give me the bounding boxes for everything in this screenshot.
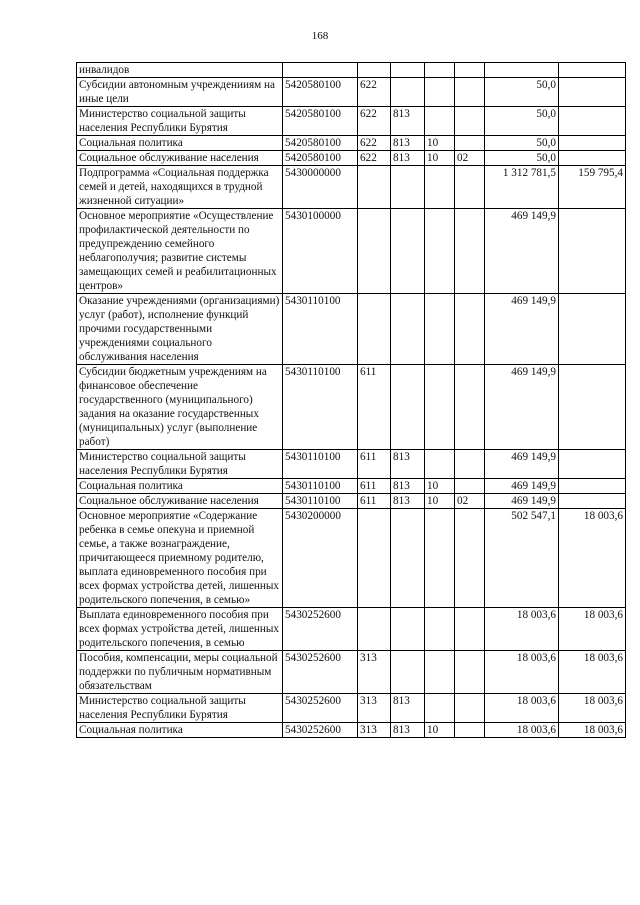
row-name-cell: Основное мероприятие «Содержание ребенка в семье опекуна и приемной семье, а также вознаграждение, причитающееся приемному родителю, выплата единовременного пособия при всех формах устройства детей, лишенных родительского попечения, в семью» (77, 509, 283, 608)
target-code-cell: 5430110100 (283, 365, 358, 450)
ministry-code-cell (391, 166, 425, 209)
expense-type-cell: 622 (358, 136, 391, 151)
table-row (77, 151, 626, 166)
target-code-cell (283, 63, 358, 78)
row-name-cell: Субсидии бюджетным учреждениям на финансовое обеспечение государственного (муниципального) задания на оказание государственных (муниципальных) услуг (выполнение работ) (77, 365, 283, 450)
section-cell: 10 (425, 494, 455, 509)
subsection-cell (455, 166, 485, 209)
section-cell (425, 450, 455, 479)
row-name-cell: Пособия, компенсации, меры социальной поддержки по публичным нормативным обязательствам (77, 651, 283, 694)
ministry-code-cell (391, 78, 425, 107)
subsection-cell (455, 723, 485, 738)
table-row (77, 365, 626, 450)
subsection-cell (455, 479, 485, 494)
expense-type-cell (358, 166, 391, 209)
expense-type-cell (358, 509, 391, 608)
amount-cell: 50,0 (485, 136, 559, 151)
target-code-cell: 5430110100 (283, 479, 358, 494)
amount-federal-cell (559, 78, 626, 107)
section-cell (425, 78, 455, 107)
expense-type-cell: 313 (358, 694, 391, 723)
table-row (77, 209, 626, 294)
section-cell: 10 (425, 723, 455, 738)
row-name-cell: Основное мероприятие «Осуществление профилактической деятельности по предупреждению семейного неблагополучия; развитие системы замещающих семей и реабилитационных центров» (77, 209, 283, 294)
table-row (77, 78, 626, 107)
amount-cell: 469 149,9 (485, 450, 559, 479)
subsection-cell (455, 209, 485, 294)
row-name-cell: Социальная политика (77, 723, 283, 738)
amount-cell: 50,0 (485, 78, 559, 107)
section-cell: 10 (425, 479, 455, 494)
row-name-cell: Оказание учреждениями (организациями) услуг (работ), исполнение функций прочими государственными учреждениями социального обслуживания населения (77, 294, 283, 365)
target-code-cell: 5420580100 (283, 78, 358, 107)
table-row (77, 723, 626, 738)
expense-type-cell: 313 (358, 651, 391, 694)
amount-federal-cell: 18 003,6 (559, 509, 626, 608)
amount-cell: 469 149,9 (485, 365, 559, 450)
expense-type-cell (358, 63, 391, 78)
table-row (77, 63, 626, 78)
expense-type-cell: 611 (358, 479, 391, 494)
amount-federal-cell: 18 003,6 (559, 608, 626, 651)
section-cell (425, 694, 455, 723)
section-cell (425, 608, 455, 651)
ministry-code-cell: 813 (391, 151, 425, 166)
ministry-code-cell: 813 (391, 450, 425, 479)
ministry-code-cell (391, 294, 425, 365)
subsection-cell (455, 294, 485, 365)
section-cell (425, 166, 455, 209)
row-name-cell: Министерство социальной защиты населения Республики Бурятия (77, 107, 283, 136)
target-code-cell: 5430252600 (283, 651, 358, 694)
budget-table (76, 62, 626, 738)
table-row (77, 294, 626, 365)
ministry-code-cell: 813 (391, 723, 425, 738)
subsection-cell (455, 78, 485, 107)
amount-cell: 18 003,6 (485, 694, 559, 723)
amount-federal-cell (559, 209, 626, 294)
subsection-cell (455, 651, 485, 694)
amount-cell: 50,0 (485, 107, 559, 136)
section-cell (425, 107, 455, 136)
table-row (77, 608, 626, 651)
amount-cell: 50,0 (485, 151, 559, 166)
section-cell (425, 651, 455, 694)
amount-federal-cell (559, 151, 626, 166)
amount-cell: 18 003,6 (485, 723, 559, 738)
subsection-cell (455, 136, 485, 151)
ministry-code-cell (391, 509, 425, 608)
amount-federal-cell (559, 494, 626, 509)
amount-federal-cell: 18 003,6 (559, 651, 626, 694)
section-cell: 10 (425, 151, 455, 166)
section-cell (425, 365, 455, 450)
subsection-cell (455, 107, 485, 136)
section-cell (425, 294, 455, 365)
section-cell (425, 63, 455, 78)
row-name-cell: Выплата единовременного пособия при всех формах устройства детей, лишенных родительского попечения, в семью (77, 608, 283, 651)
ministry-code-cell (391, 651, 425, 694)
target-code-cell: 5430252600 (283, 723, 358, 738)
target-code-cell: 5430200000 (283, 509, 358, 608)
section-cell (425, 509, 455, 608)
ministry-code-cell (391, 209, 425, 294)
amount-cell: 18 003,6 (485, 608, 559, 651)
ministry-code-cell: 813 (391, 694, 425, 723)
target-code-cell: 5420580100 (283, 107, 358, 136)
table-row (77, 479, 626, 494)
ministry-code-cell (391, 365, 425, 450)
target-code-cell: 5430000000 (283, 166, 358, 209)
amount-cell: 1 312 781,5 (485, 166, 559, 209)
target-code-cell: 5430100000 (283, 209, 358, 294)
table-row (77, 509, 626, 608)
row-name-cell: Социальная политика (77, 479, 283, 494)
amount-federal-cell (559, 479, 626, 494)
row-name-cell: Социальное обслуживание населения (77, 151, 283, 166)
subsection-cell (455, 509, 485, 608)
expense-type-cell: 622 (358, 151, 391, 166)
amount-federal-cell (559, 450, 626, 479)
table-row (77, 694, 626, 723)
subsection-cell: 02 (455, 151, 485, 166)
target-code-cell: 5430110100 (283, 294, 358, 365)
amount-cell (485, 63, 559, 78)
table-row (77, 494, 626, 509)
table-row (77, 107, 626, 136)
table-row (77, 450, 626, 479)
subsection-cell (455, 365, 485, 450)
expense-type-cell: 622 (358, 78, 391, 107)
row-name-cell: Министерство социальной защиты населения Республики Бурятия (77, 450, 283, 479)
ministry-code-cell (391, 63, 425, 78)
expense-type-cell (358, 294, 391, 365)
expense-type-cell (358, 209, 391, 294)
amount-federal-cell (559, 294, 626, 365)
row-name-cell: Министерство социальной защиты населения Республики Бурятия (77, 694, 283, 723)
expense-type-cell: 611 (358, 494, 391, 509)
amount-cell: 502 547,1 (485, 509, 559, 608)
section-cell (425, 209, 455, 294)
ministry-code-cell: 813 (391, 479, 425, 494)
expense-type-cell (358, 608, 391, 651)
amount-cell: 469 149,9 (485, 479, 559, 494)
expense-type-cell: 622 (358, 107, 391, 136)
ministry-code-cell (391, 608, 425, 651)
amount-federal-cell: 18 003,6 (559, 723, 626, 738)
row-name-cell: инвалидов (77, 63, 283, 78)
target-code-cell: 5430252600 (283, 608, 358, 651)
target-code-cell: 5430252600 (283, 694, 358, 723)
ministry-code-cell: 813 (391, 107, 425, 136)
section-cell: 10 (425, 136, 455, 151)
target-code-cell: 5420580100 (283, 136, 358, 151)
expense-type-cell: 611 (358, 450, 391, 479)
amount-cell: 469 149,9 (485, 209, 559, 294)
row-name-cell: Субсидии автономным учрежденииям на иные цели (77, 78, 283, 107)
target-code-cell: 5430110100 (283, 494, 358, 509)
target-code-cell: 5430110100 (283, 450, 358, 479)
amount-federal-cell (559, 63, 626, 78)
row-name-cell: Подпрограмма «Социальная поддержка семей и детей, находящихся в трудной жизненной ситуации» (77, 166, 283, 209)
expense-type-cell: 313 (358, 723, 391, 738)
subsection-cell (455, 63, 485, 78)
table-row (77, 136, 626, 151)
amount-cell: 469 149,9 (485, 294, 559, 365)
subsection-cell (455, 694, 485, 723)
subsection-cell (455, 450, 485, 479)
row-name-cell: Социальная политика (77, 136, 283, 151)
amount-federal-cell: 159 795,4 (559, 166, 626, 209)
table-row (77, 651, 626, 694)
expense-type-cell: 611 (358, 365, 391, 450)
amount-cell: 469 149,9 (485, 494, 559, 509)
target-code-cell: 5420580100 (283, 151, 358, 166)
subsection-cell (455, 608, 485, 651)
page-number: 168 (311, 30, 329, 42)
amount-federal-cell (559, 107, 626, 136)
amount-federal-cell: 18 003,6 (559, 694, 626, 723)
ministry-code-cell: 813 (391, 136, 425, 151)
subsection-cell: 02 (455, 494, 485, 509)
amount-cell: 18 003,6 (485, 651, 559, 694)
ministry-code-cell: 813 (391, 494, 425, 509)
table-row (77, 166, 626, 209)
row-name-cell: Социальное обслуживание населения (77, 494, 283, 509)
amount-federal-cell (559, 365, 626, 450)
amount-federal-cell (559, 136, 626, 151)
table-body (77, 63, 626, 738)
